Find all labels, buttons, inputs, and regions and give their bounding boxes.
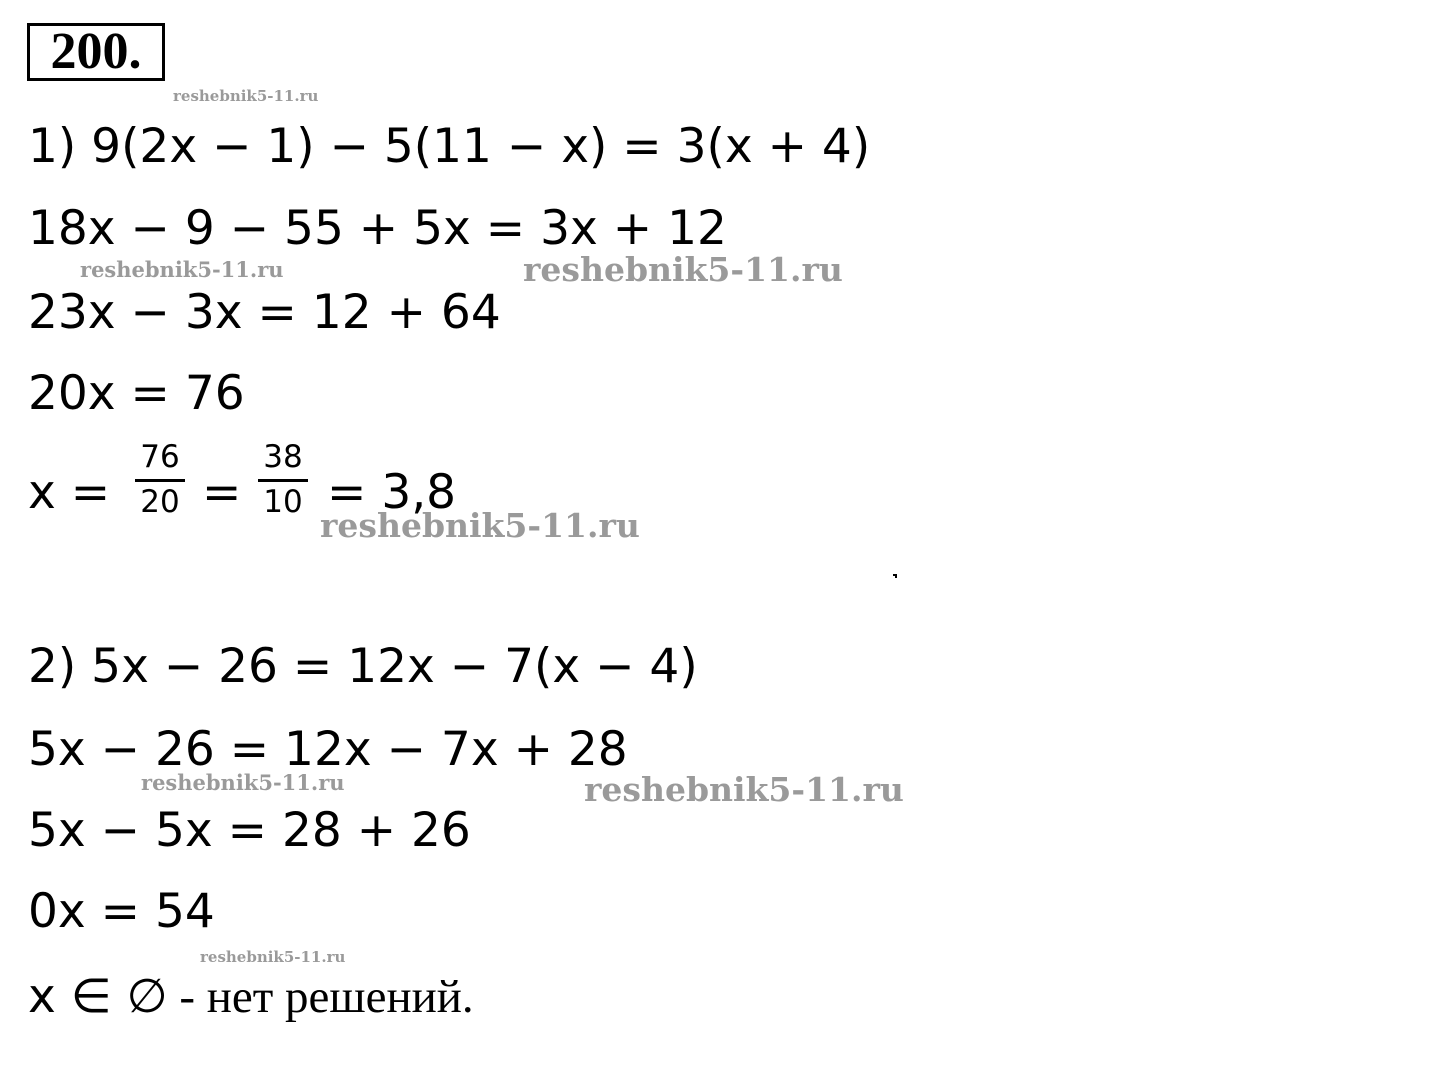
conclusion-math: x ∈ ∅	[28, 969, 168, 1024]
watermark: reshebnik5-11.ru	[80, 257, 284, 282]
equation-line-7: 5x − 5x = 28 + 26	[28, 803, 471, 858]
equation-line-5: 2) 5x − 26 = 12x − 7(x − 4)	[28, 639, 698, 694]
equation-line-2: 18x − 9 − 55 + 5x = 3x + 12	[28, 201, 727, 256]
equation-line-4: 20x = 76	[28, 366, 245, 421]
conclusion-line	[28, 969, 474, 1024]
result-rhs: = 3,8	[327, 465, 457, 520]
equation-line-3: 23x − 3x = 12 + 64	[28, 285, 501, 340]
fraction-bar	[258, 479, 308, 482]
conclusion-text: - нет решений.	[167, 971, 474, 1023]
watermark: reshebnik5-11.ru	[141, 770, 345, 795]
fraction-numerator: 76	[140, 439, 180, 475]
stray-mark	[893, 574, 897, 578]
fraction-denominator: 20	[140, 484, 180, 520]
equation-line-8: 0x = 54	[28, 884, 215, 939]
fraction-denominator: 10	[263, 484, 303, 520]
fraction-bar	[135, 479, 185, 482]
fraction-76-20	[135, 439, 185, 520]
watermark: reshebnik5-11.ru	[584, 770, 904, 809]
fraction-38-10	[258, 439, 308, 520]
problem-number: 200.	[27, 23, 165, 81]
result-lhs: x =	[28, 465, 111, 520]
equation-line-6: 5x − 26 = 12x − 7x + 28	[28, 722, 628, 777]
fraction-numerator: 38	[263, 439, 303, 475]
watermark: reshebnik5-11.ru	[320, 506, 640, 545]
watermark: reshebnik5-11.ru	[200, 948, 346, 966]
result-equals: =	[202, 465, 242, 520]
watermark: reshebnik5-11.ru	[173, 87, 319, 105]
watermark: reshebnik5-11.ru	[523, 250, 843, 289]
equation-line-1: 1) 9(2x − 1) − 5(11 − x) = 3(x + 4)	[28, 119, 871, 174]
